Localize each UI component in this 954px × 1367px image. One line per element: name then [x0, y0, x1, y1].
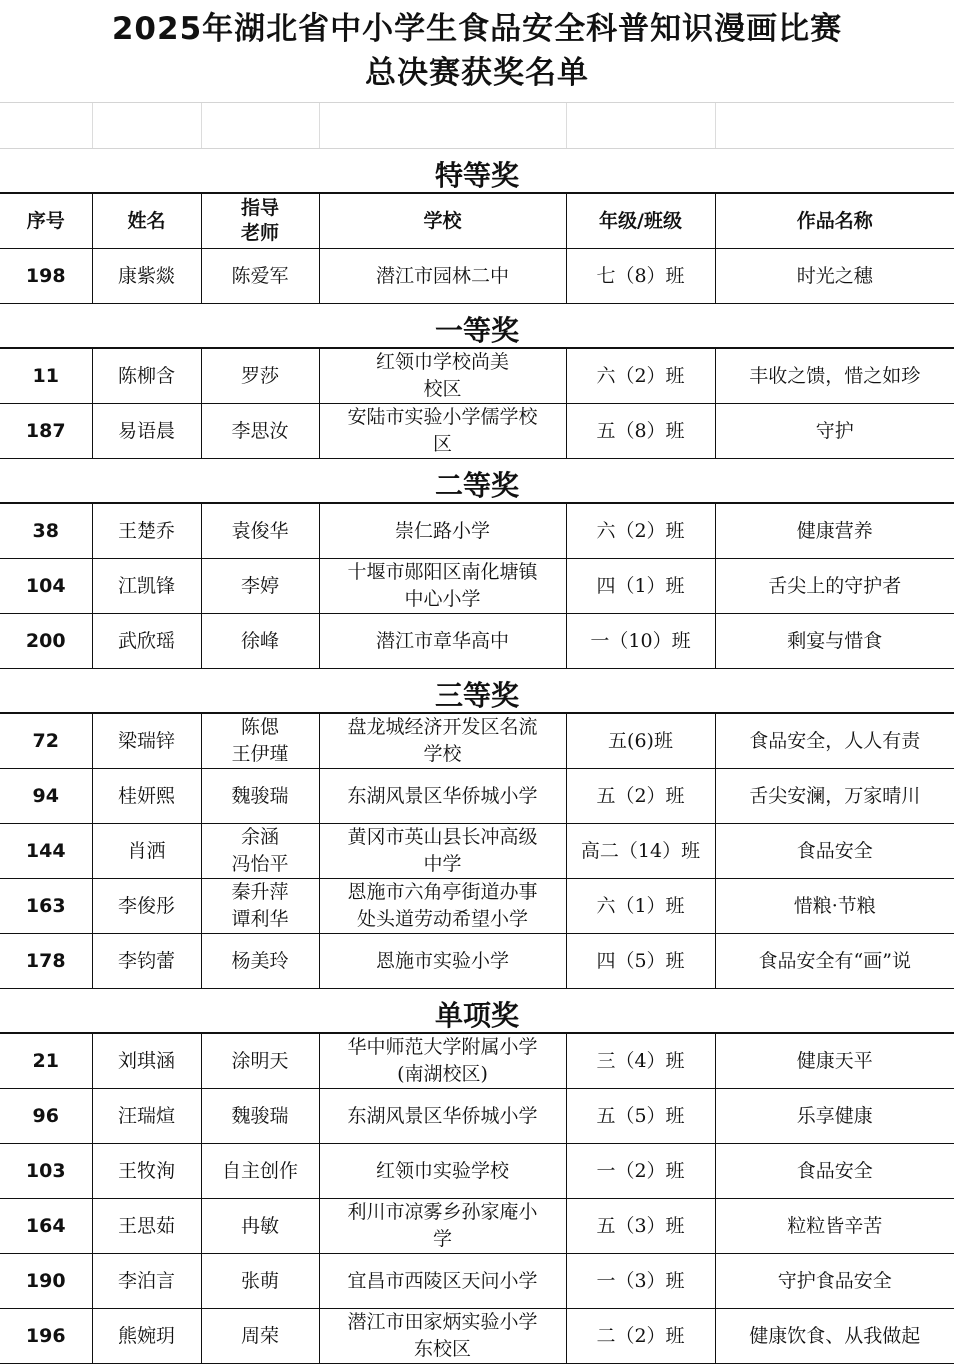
cell-no: 198: [0, 249, 92, 304]
cell-grade: 三（4）班: [566, 1033, 715, 1089]
cell-work: 食品安全: [715, 824, 954, 879]
cell-name: 易语晨: [92, 404, 201, 459]
section-heading-row: [0, 989, 954, 1034]
cell-name: 桂妍熙: [92, 769, 201, 824]
cell-name: 刘琪涵: [92, 1033, 201, 1089]
table-row: [0, 614, 954, 669]
cell-school: 安陆市实验小学儒学校 区: [319, 404, 566, 459]
cell-teacher: 涂明天: [201, 1033, 319, 1089]
cell-grade: 四（1）班: [566, 559, 715, 614]
cell-work: 舌尖安澜，万家晴川: [715, 769, 954, 824]
cell-no: 96: [0, 1089, 92, 1144]
cell-work: 守护食品安全: [715, 1254, 954, 1309]
section-heading-row: [0, 149, 954, 194]
cell-name: 江凯锋: [92, 559, 201, 614]
cell-work: 乐享健康: [715, 1089, 954, 1144]
cell-name: 王楚乔: [92, 503, 201, 559]
table-row: [0, 879, 954, 934]
cell-name: 李俊彤: [92, 879, 201, 934]
cell-teacher: 袁俊华: [201, 503, 319, 559]
cell-work: 健康饮食、从我做起: [715, 1309, 954, 1364]
cell-work: 食品安全有“画”说: [715, 934, 954, 989]
cell-grade: 七（8）班: [566, 249, 715, 304]
table-row: [0, 934, 954, 989]
cell-school: 红领巾学校尚美 校区: [319, 348, 566, 404]
cell-teacher: 冉敏: [201, 1199, 319, 1254]
column-header-name: 姓名: [92, 193, 201, 249]
cell-name: 王思茹: [92, 1199, 201, 1254]
cell-school: 华中师范大学附属小学 (南湖校区): [319, 1033, 566, 1089]
cell-teacher: 自主创作: [201, 1144, 319, 1199]
table-row: [0, 1254, 954, 1309]
title-block: [0, 0, 954, 103]
cell-grade: 一（10）班: [566, 614, 715, 669]
cell-no: 72: [0, 713, 92, 769]
cell-work: 守护: [715, 404, 954, 459]
cell-grade: 高二（14）班: [566, 824, 715, 879]
cell-name: 李钧蕾: [92, 934, 201, 989]
cell-teacher: 魏骏瑞: [201, 769, 319, 824]
table-row: [0, 1033, 954, 1089]
cell-work: 健康营养: [715, 503, 954, 559]
cell-no: 38: [0, 503, 92, 559]
cell-name: 武欣瑶: [92, 614, 201, 669]
cell-school: 盘龙城经济开发区名流 学校: [319, 713, 566, 769]
section-heading-row: [0, 669, 954, 714]
cell-grade: 一（3）班: [566, 1254, 715, 1309]
cell-no: 196: [0, 1309, 92, 1364]
cell-name: 肖洒: [92, 824, 201, 879]
cell-no: 178: [0, 934, 92, 989]
table-row: [0, 1144, 954, 1199]
cell-school: 潜江市田家炳实验小学 东校区: [319, 1309, 566, 1364]
column-header-work: 作品名称: [715, 193, 954, 249]
blank-row: [0, 103, 954, 149]
cell-teacher: 陈爱军: [201, 249, 319, 304]
table-row: [0, 1199, 954, 1254]
table-row: [0, 824, 954, 879]
cell-work: 粒粒皆辛苦: [715, 1199, 954, 1254]
cell-no: 190: [0, 1254, 92, 1309]
cell-grade: 六（2）班: [566, 348, 715, 404]
cell-no: 11: [0, 348, 92, 404]
cell-work: 食品安全: [715, 1144, 954, 1199]
cell-grade: 一（2）班: [566, 1144, 715, 1199]
cell-no: 164: [0, 1199, 92, 1254]
cell-name: 汪瑞煊: [92, 1089, 201, 1144]
cell-name: 梁瑞锌: [92, 713, 201, 769]
cell-school: 十堰市郧阳区南化塘镇 中心小学: [319, 559, 566, 614]
table-row: [0, 769, 954, 824]
cell-teacher: 李思汝: [201, 404, 319, 459]
cell-school: 利川市凉雾乡孙家庵小 学: [319, 1199, 566, 1254]
section-title: 特等奖: [0, 149, 954, 194]
cell-no: 94: [0, 769, 92, 824]
table-header-row: [0, 193, 954, 249]
cell-work: 食品安全，人人有责: [715, 713, 954, 769]
cell-name: 王牧洵: [92, 1144, 201, 1199]
cell-name: 熊婉玥: [92, 1309, 201, 1364]
cell-school: 恩施市实验小学: [319, 934, 566, 989]
cell-teacher: 陈偲 王伊瑾: [201, 713, 319, 769]
cell-school: 恩施市六角亭街道办事 处头道劳动希望小学: [319, 879, 566, 934]
cell-grade: 二（2）班: [566, 1309, 715, 1364]
section-title: 三等奖: [0, 669, 954, 714]
section-heading-row: [0, 459, 954, 504]
cell-no: 200: [0, 614, 92, 669]
column-header-school: 学校: [319, 193, 566, 249]
cell-teacher: 杨美玲: [201, 934, 319, 989]
cell-school: 东湖风景区华侨城小学: [319, 1089, 566, 1144]
cell-work: 剩宴与惜食: [715, 614, 954, 669]
table-row: [0, 713, 954, 769]
table-row: [0, 503, 954, 559]
cell-grade: 五（5）班: [566, 1089, 715, 1144]
title-line-1: 2025年湖北省中小学生食品安全科普知识漫画比赛: [111, 11, 843, 47]
cell-grade: 四（5）班: [566, 934, 715, 989]
cell-teacher: 魏骏瑞: [201, 1089, 319, 1144]
cell-grade: 五（8）班: [566, 404, 715, 459]
cell-no: 103: [0, 1144, 92, 1199]
cell-school: 潜江市园林二中: [319, 249, 566, 304]
cell-teacher: 徐峰: [201, 614, 319, 669]
cell-teacher: 罗莎: [201, 348, 319, 404]
cell-teacher: 周荣: [201, 1309, 319, 1364]
section-title: 一等奖: [0, 304, 954, 349]
column-header-no: 序号: [0, 193, 92, 249]
cell-school: 红领巾实验学校: [319, 1144, 566, 1199]
award-table: [0, 103, 954, 1364]
cell-school: 黄冈市英山县长冲高级 中学: [319, 824, 566, 879]
table-row: [0, 404, 954, 459]
cell-teacher: 李婷: [201, 559, 319, 614]
cell-name: 李泊言: [92, 1254, 201, 1309]
cell-work: 健康天平: [715, 1033, 954, 1089]
section-heading-row: [0, 304, 954, 349]
cell-work: 时光之穗: [715, 249, 954, 304]
table-row: [0, 348, 954, 404]
title-line-2: 总决赛获奖名单: [365, 55, 589, 91]
cell-no: 144: [0, 824, 92, 879]
cell-teacher: 秦升萍 谭利华: [201, 879, 319, 934]
column-header-grade: 年级/班级: [566, 193, 715, 249]
cell-school: 宜昌市西陵区天问小学: [319, 1254, 566, 1309]
cell-grade: 六（1）班: [566, 879, 715, 934]
cell-school: 崇仁路小学: [319, 503, 566, 559]
table-row: [0, 1089, 954, 1144]
section-title: 二等奖: [0, 459, 954, 504]
cell-no: 163: [0, 879, 92, 934]
cell-work: 丰收之馈，惜之如珍: [715, 348, 954, 404]
cell-no: 21: [0, 1033, 92, 1089]
table-row: [0, 249, 954, 304]
cell-teacher: 余涵 冯怡平: [201, 824, 319, 879]
cell-grade: 五（2）班: [566, 769, 715, 824]
cell-no: 187: [0, 404, 92, 459]
cell-name: 康紫燚: [92, 249, 201, 304]
cell-work: 惜粮·节粮: [715, 879, 954, 934]
cell-grade: 五（3）班: [566, 1199, 715, 1254]
table-row: [0, 559, 954, 614]
cell-school: 东湖风景区华侨城小学: [319, 769, 566, 824]
column-header-teacher: 指导 老师: [201, 193, 319, 249]
cell-grade: 五(6)班: [566, 713, 715, 769]
cell-teacher: 张萌: [201, 1254, 319, 1309]
section-title: 单项奖: [0, 989, 954, 1034]
cell-school: 潜江市章华高中: [319, 614, 566, 669]
cell-no: 104: [0, 559, 92, 614]
cell-grade: 六（2）班: [566, 503, 715, 559]
table-row: [0, 1309, 954, 1364]
cell-work: 舌尖上的守护者: [715, 559, 954, 614]
cell-name: 陈柳含: [92, 348, 201, 404]
